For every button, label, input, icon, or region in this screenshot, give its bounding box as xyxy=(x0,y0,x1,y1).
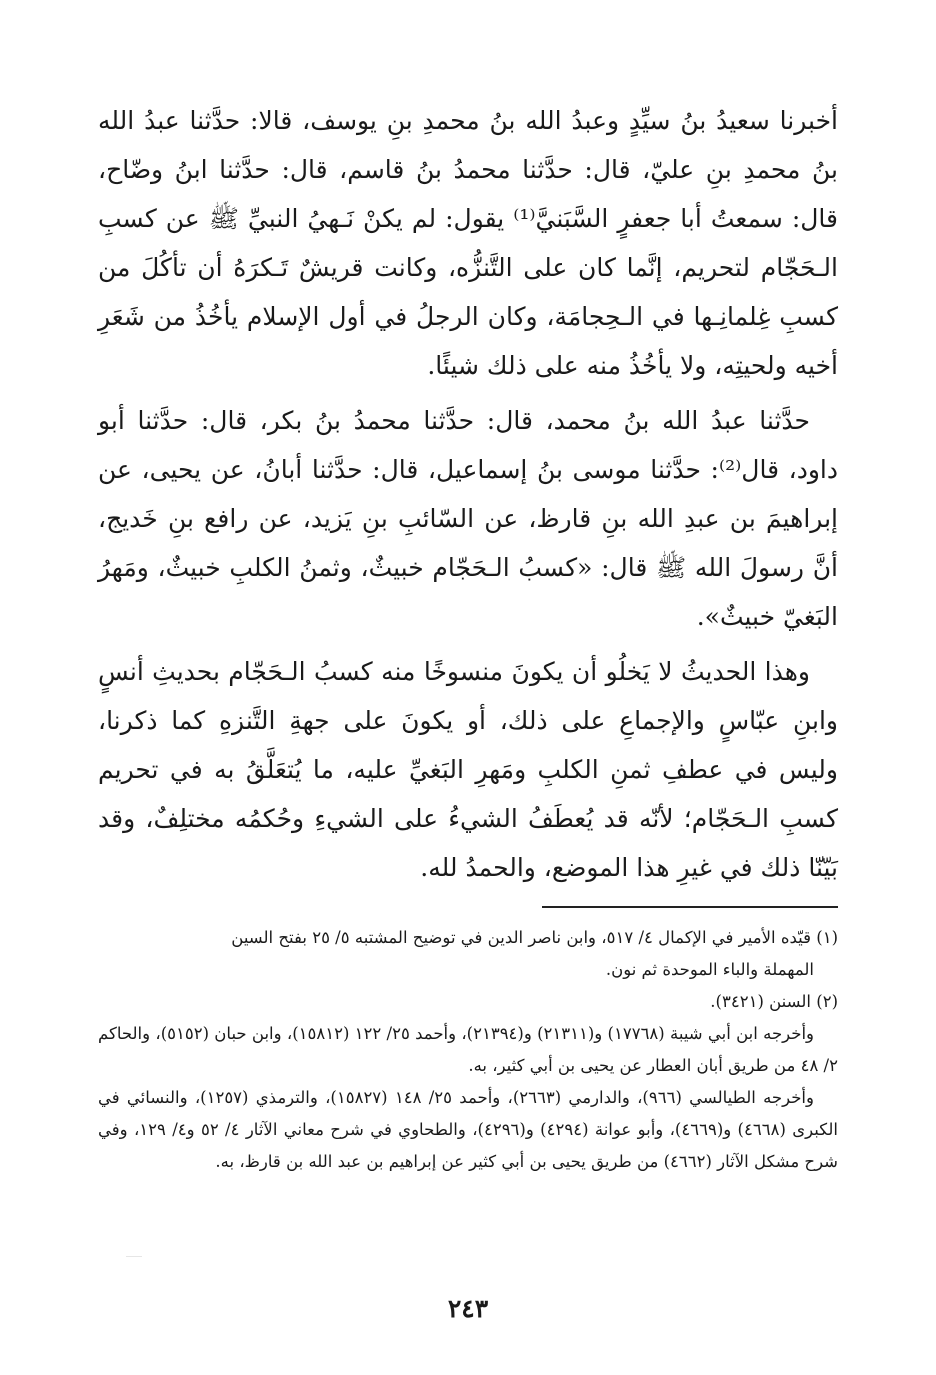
footnotes xyxy=(98,922,838,1178)
footnote-1-line-2: المهملة والباء الموحدة ثم نون. xyxy=(605,960,814,979)
footnote-2-paragraph-1: وأخرجه ابن أبي شيبة (١٧٧٦٨) و(٢١٣١١) و(٢١٣٩٤)، وأحمد ٢٥/ ١٢٢ (١٥٨١٢)، وابن حبان (٥١٥٢)، والحاكم ٢/ ٤٨ من طريق أبان العطار عن يحيى بن أبي كثير، به. xyxy=(98,1024,838,1075)
footnote-1-line-1: (١) قيّده الأمير في الإكمال ٤/ ٥١٧، وابن ناصر الدين في توضيح المشتبه ٥/ ٢٥ بفتح السين xyxy=(231,928,838,947)
paragraph-3: وهذا الحديثُ لا يَخلُو أن يكونَ منسوخًا منه كسبُ الـحَجّام بحديثِ أنسٍ وابنِ عبّاسٍ والإجماعِ على ذلك، أو يكونَ على جهةِ التَّنزهِ كما ذكرنا، وليس في عطفِ ثمنِ الكلبِ ومَهرِ البَغيِّ عليه، ما يُتعَلَّقُ به في تحريم كسبِ الـحَجّام؛ لأنّه قد يُعطَفُ الشيءُ على الشيءِ وحُكمُه مختلِفٌ، وقد بَيّنّا ذلك في غيرِ هذا الموضع، والحمدُ لله. xyxy=(98,657,838,882)
footnote-2-paragraph-2: وأخرجه الطيالسي (٩٦٦)، والدارمي (٢٦٦٣)، وأحمد ٢٥/ ١٤٨ (١٥٨٢٧)، والترمذي (١٢٥٧)، والنسائي في الكبرى (٤٦٦٨) و(٤٦٦٩)، وأبو عوانة (٤٢٩٤) و(٤٢٩٦)، والطحاوي في شرح معاني الآثار ٤/ ٥٢ و٤/ ١٢٩، وفي شرح مشكل الآثار (٤٦٦٢) من طريق يحيى بن أبي كثير عن إبراهيم بن عبد الله بن قارظ، به. xyxy=(98,1088,838,1171)
scan-mark xyxy=(126,1256,142,1257)
footnote-2-heading: (٢) السنن (٣٤٢١). xyxy=(710,992,838,1011)
page-number: ٢٤٣ xyxy=(447,1294,489,1323)
main-text xyxy=(98,96,838,892)
page-content xyxy=(98,96,838,1178)
footnote-divider xyxy=(542,906,838,908)
paragraph-2: حدَّثنا عبدُ الله بنُ محمد، قال: حدَّثنا محمدُ بنُ بكر، قال: حدَّثنا أبو داود، قال⁽²⁾: حدَّثنا موسى بنُ إسماعيل، قال: حدَّثنا أبانُ، عن يحيى، عن إبراهيمَ بن عبدِ الله بنِ قارظ، عن السّائبِ بنِ يَزيد، عن رافع بنِ خَديج، أنَّ رسولَ الله ﷺ قال: «كسبُ الـحَجّام خبيثٌ، وثمنُ الكلبِ خبيثٌ، ومَهرُ البَغيّ خبيثٌ». xyxy=(98,406,838,631)
paragraph-1: أخبرنا سعيدُ بنُ سيِّدٍ وعبدُ الله بنُ محمدِ بنِ يوسف، قالا: حدَّثنا عبدُ الله بنُ محمدِ بنِ عليّ، قال: حدَّثنا محمدُ بنُ قاسم، قال: حدَّثنا ابنُ وضّاح، قال: سمعتُ أبا جعفرٍ السَّبَنيَّ⁽¹⁾ يقول: لم يكنْ نَـهيُ النبيِّ ﷺ عن كسبِ الـحَجّام لتحريم، إنَّما كان على التَّنزُّه، وكانت قريشٌ تَـكرَهُ أن تأكُلَ من كسبِ غِلمانِـها في الـحِجامَة، وكان الرجلُ في أول الإسلام يأخُذُ من شَعَرِ أخيه ولحيتِه، ولا يأخُذُ منه على ذلك شيئًا. xyxy=(98,106,838,380)
